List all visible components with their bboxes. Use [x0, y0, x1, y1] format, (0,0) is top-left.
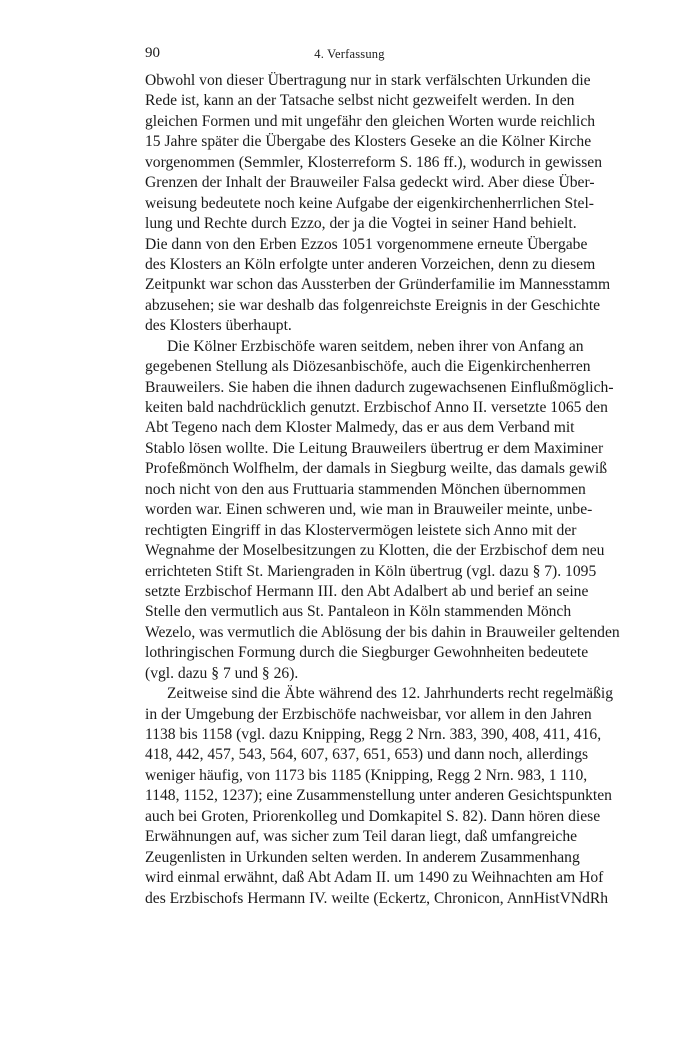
body-text: [145, 71, 620, 909]
paragraph: [145, 684, 614, 909]
text-line: Stablo lösen wollte. Die Leitung Brauweilers übertrug er dem Maximiner: [145, 439, 604, 457]
paragraph: [145, 337, 620, 684]
text-line: 15 Jahre später die Übergabe des Klosters Geseke an die Kölner Kirche: [145, 133, 592, 151]
text-line: Stelle den vermutlich aus St. Pantaleon in Köln stammenden Mönch: [145, 603, 572, 621]
text-line: lothringischen Formung durch die Siegburger Gewohnheiten bedeutete: [145, 644, 589, 662]
text-line: 1138 bis 1158 (vgl. dazu Knipping, Regg 2 Nrn. 383, 390, 408, 411, 416,: [145, 726, 602, 743]
text-line: in der Umgebung der Erzbischöfe nachweisbar, vor allem in den Jahren: [145, 705, 592, 723]
text-line: des Klosters überhaupt.: [145, 317, 292, 335]
text-line: noch nicht von den aus Fruttuaria stammenden Mönchen übernommen: [145, 480, 586, 498]
paragraph: [145, 71, 611, 337]
text-line: Rede ist, kann an der Tatsache selbst nicht gezweifelt werden. In den: [145, 92, 575, 110]
text-line: Wezelo, was vermutlich die Ablösung der bis dahin in Brauweiler geltenden: [145, 623, 620, 641]
page-number: 90: [145, 45, 160, 61]
text-line: Zeitpunkt war schon das Aussterben der Gründerfamilie im Mannesstamm: [145, 276, 611, 294]
text-line: abzusehen; sie war deshalb das folgenreichste Ereignis in der Geschichte: [145, 296, 601, 314]
text-line: 418, 442, 457, 543, 564, 607, 637, 651, 653) und dann noch, allerdings: [145, 746, 589, 764]
text-line: Grenzen der Inhalt der Brauweiler Falsa gedeckt wird. Aber diese Über-: [145, 174, 595, 192]
text-line: Die dann von den Erben Ezzos 1051 vorgenommene erneute Übergabe: [145, 235, 588, 253]
text-line: Brauweilers. Sie haben die ihnen dadurch zugewachsenen Einflußmöglich-: [145, 378, 614, 396]
text-line: Erwähnungen auf, was sicher zum Teil daran liegt, daß umfangreiche: [145, 828, 578, 846]
text-line: Zeugenlisten in Urkunden selten werden. In anderem Zusammenhang: [145, 848, 580, 866]
running-head: 4. Verfassung: [314, 47, 385, 61]
text-line: gleichen Formen und mit ungefähr den gleichen Worten wurde reichlich: [145, 112, 596, 130]
text-line: Obwohl von dieser Übertragung nur in stark verfälschten Urkunden die: [145, 72, 591, 89]
text-line: weniger häufig, von 1173 bis 1185 (Knipping, Regg 2 Nrn. 983, 1 110,: [145, 766, 588, 784]
text-line: weisung bedeutete noch keine Aufgabe der eigenkirchenherrlichen Stel-: [145, 194, 595, 212]
text-line: Profeßmönch Wolfhelm, der damals in Siegburg weilte, das damals gewiß: [145, 460, 607, 478]
text-line: des Erzbischofs Hermann IV. weilte (Eckertz, Chronicon, AnnHistVNdRh: [145, 889, 609, 907]
text-line: keiten bald nachdrücklich genutzt. Erzbischof Anno II. versetzte 1065 den: [145, 399, 608, 416]
text-line: Zeitweise sind die Äbte während des 12. Jahrhunderts recht regelmäßig: [167, 685, 614, 703]
text-line: 1148, 1152, 1237); eine Zusammenstellung unter anderen Gesichtspunkten: [145, 787, 612, 805]
text-line: des Klosters an Köln erfolgte unter anderen Vorzeichen, denn zu diesem: [145, 255, 596, 273]
text-line: setzte Erzbischof Hermann III. den Abt Adalbert ab und berief an seine: [145, 582, 589, 600]
text-line: wird einmal erwähnt, daß Abt Adam II. um 1490 zu Weihnachten am Hof: [145, 869, 604, 887]
text-line: gegebenen Stellung als Diözesanbischöfe, auch die Eigenkirchenherren: [145, 358, 591, 376]
text-line: Wegnahme der Moselbesitzungen zu Klotten, die der Erzbischof dem neu: [145, 542, 605, 560]
text-line: lung und Rechte durch Ezzo, der ja die Vogtei in seiner Hand behielt.: [145, 215, 577, 233]
text-line: Abt Tegeno nach dem Kloster Malmedy, das er aus dem Verband mit: [145, 419, 575, 437]
text-line: worden war. Einen schweren und, wie man in Brauweiler meinte, unbe-: [145, 501, 593, 519]
text-line: rechtigten Eingriff in das Klostervermögen leistete sich Anno mit der: [145, 521, 577, 539]
page-header: [145, 44, 554, 62]
text-line: (vgl. dazu § 7 und § 26).: [145, 664, 299, 682]
text-line: auch bei Groten, Priorenkolleg und Domkapitel S. 82). Dann hören diese: [145, 807, 601, 825]
text-line: errichteten Stift St. Mariengraden in Köln übertrug (vgl. dazu § 7). 1095: [145, 562, 597, 580]
text-line: Die Kölner Erzbischöfe waren seitdem, neben ihrer von Anfang an: [167, 337, 584, 355]
text-line: vorgenommen (Semmler, Klosterreform S. 186 ff.), wodurch in gewissen: [145, 153, 602, 171]
